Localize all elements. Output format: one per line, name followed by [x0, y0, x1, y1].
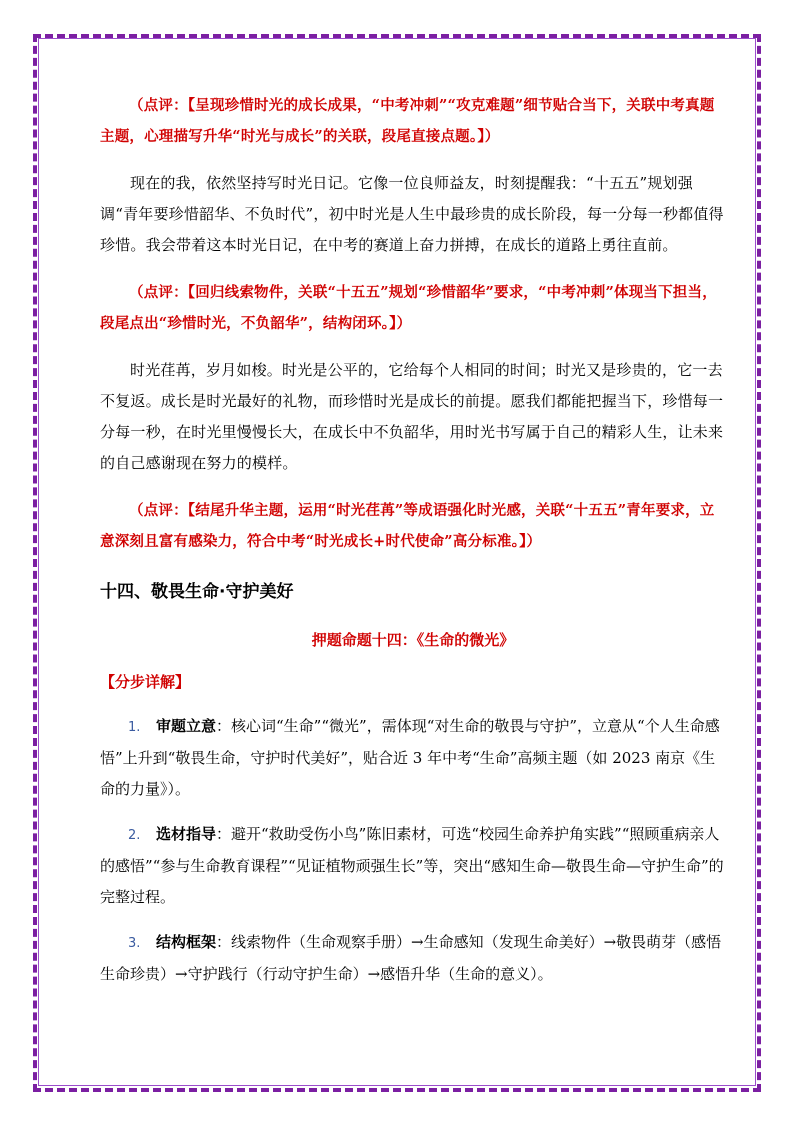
step-number: 3.: [128, 936, 141, 951]
step-item-3: [100, 927, 726, 990]
paragraph-1: 现在的我，依然坚持写时光日记。它像一位良师益友，时刻提醒我：“十五五”规划强调“青年要珍惜韶华、不负时代”，初中时光是人生中最珍贵的成长阶段，每一分每一秒都值得珍惜。我会带着这本时光日记，在中考的赛道上奋力拼搏，在成长的道路上勇往直前。: [100, 174, 724, 254]
step-text: ：线索物件（生命观察手册）→生命感知（发现生命美好）→敬畏萌芽（感悟生命珍贵）→守护践行（行动守护生命）→感悟升华（生命的意义）。: [100, 933, 722, 983]
step-item-2: [100, 819, 726, 913]
comment-1: （点评：【呈现珍惜时光的成长成果，“中考冲刺”“攻克难题”细节贴合当下，关联中考真题主题，心理描写升华“时光与成长”的关联，段尾直接点题。】）: [100, 97, 715, 145]
section-heading: 十四、敬畏生命·守护美好: [100, 582, 294, 602]
comment-2: （点评：【回归线索物件，关联“十五五”规划“珍惜韶华”要求，“中考冲刺”体现当下担当，段尾点出“珍惜时光，不负韶华”，结构闭环。】）: [100, 284, 717, 332]
step-label: 审题立意: [156, 717, 217, 735]
step-label: 选材指导: [156, 825, 217, 843]
step-number: 1.: [128, 720, 141, 735]
document-body: [100, 90, 726, 990]
step-item-1: [100, 711, 726, 805]
step-text: ：避开“救助受伤小鸟”陈旧素材，可选“校园生命养护角实践”“照顾重病亲人的感悟”“参与生命教育课程”“见证植物顽强生长”等，突出“感知生命—敬畏生命—守护生命”的完整过程。: [100, 825, 724, 906]
step-label: 结构框架: [156, 933, 217, 951]
paragraph-2: 时光荏苒，岁月如梭。时光是公平的，它给每个人相同的时间；时光又是珍贵的，它一去不复返。成长是时光最好的礼物，而珍惜时光是成长的前提。愿我们都能把握当下，珍惜每一分每一秒，在时光里慢慢长大，在成长中不负韶华，用时光书写属于自己的精彩人生，让未来的自己感谢现在努力的模样。: [100, 361, 724, 472]
comment-3: （点评：【结尾升华主题，运用“时光荏苒”等成语强化时光感，关联“十五五”青年要求，立意深刻且富有感染力，符合中考“时光成长+时代使命”高分标准。】）: [100, 502, 715, 550]
prompt-title: 押题命题十四：《生命的微光》: [311, 631, 515, 649]
step-number: 2.: [128, 828, 141, 843]
step-text: ：核心词“生命”“微光”，需体现“对生命的敬畏与守护”，立意从“个人生命感悟”上升到“敬畏生命，守护时代美好”，贴合近 3 年中考“生命”高频主题（如 2023 南京《生命的力量》）。: [100, 717, 720, 798]
steps-header: 【分步详解】: [100, 673, 191, 691]
